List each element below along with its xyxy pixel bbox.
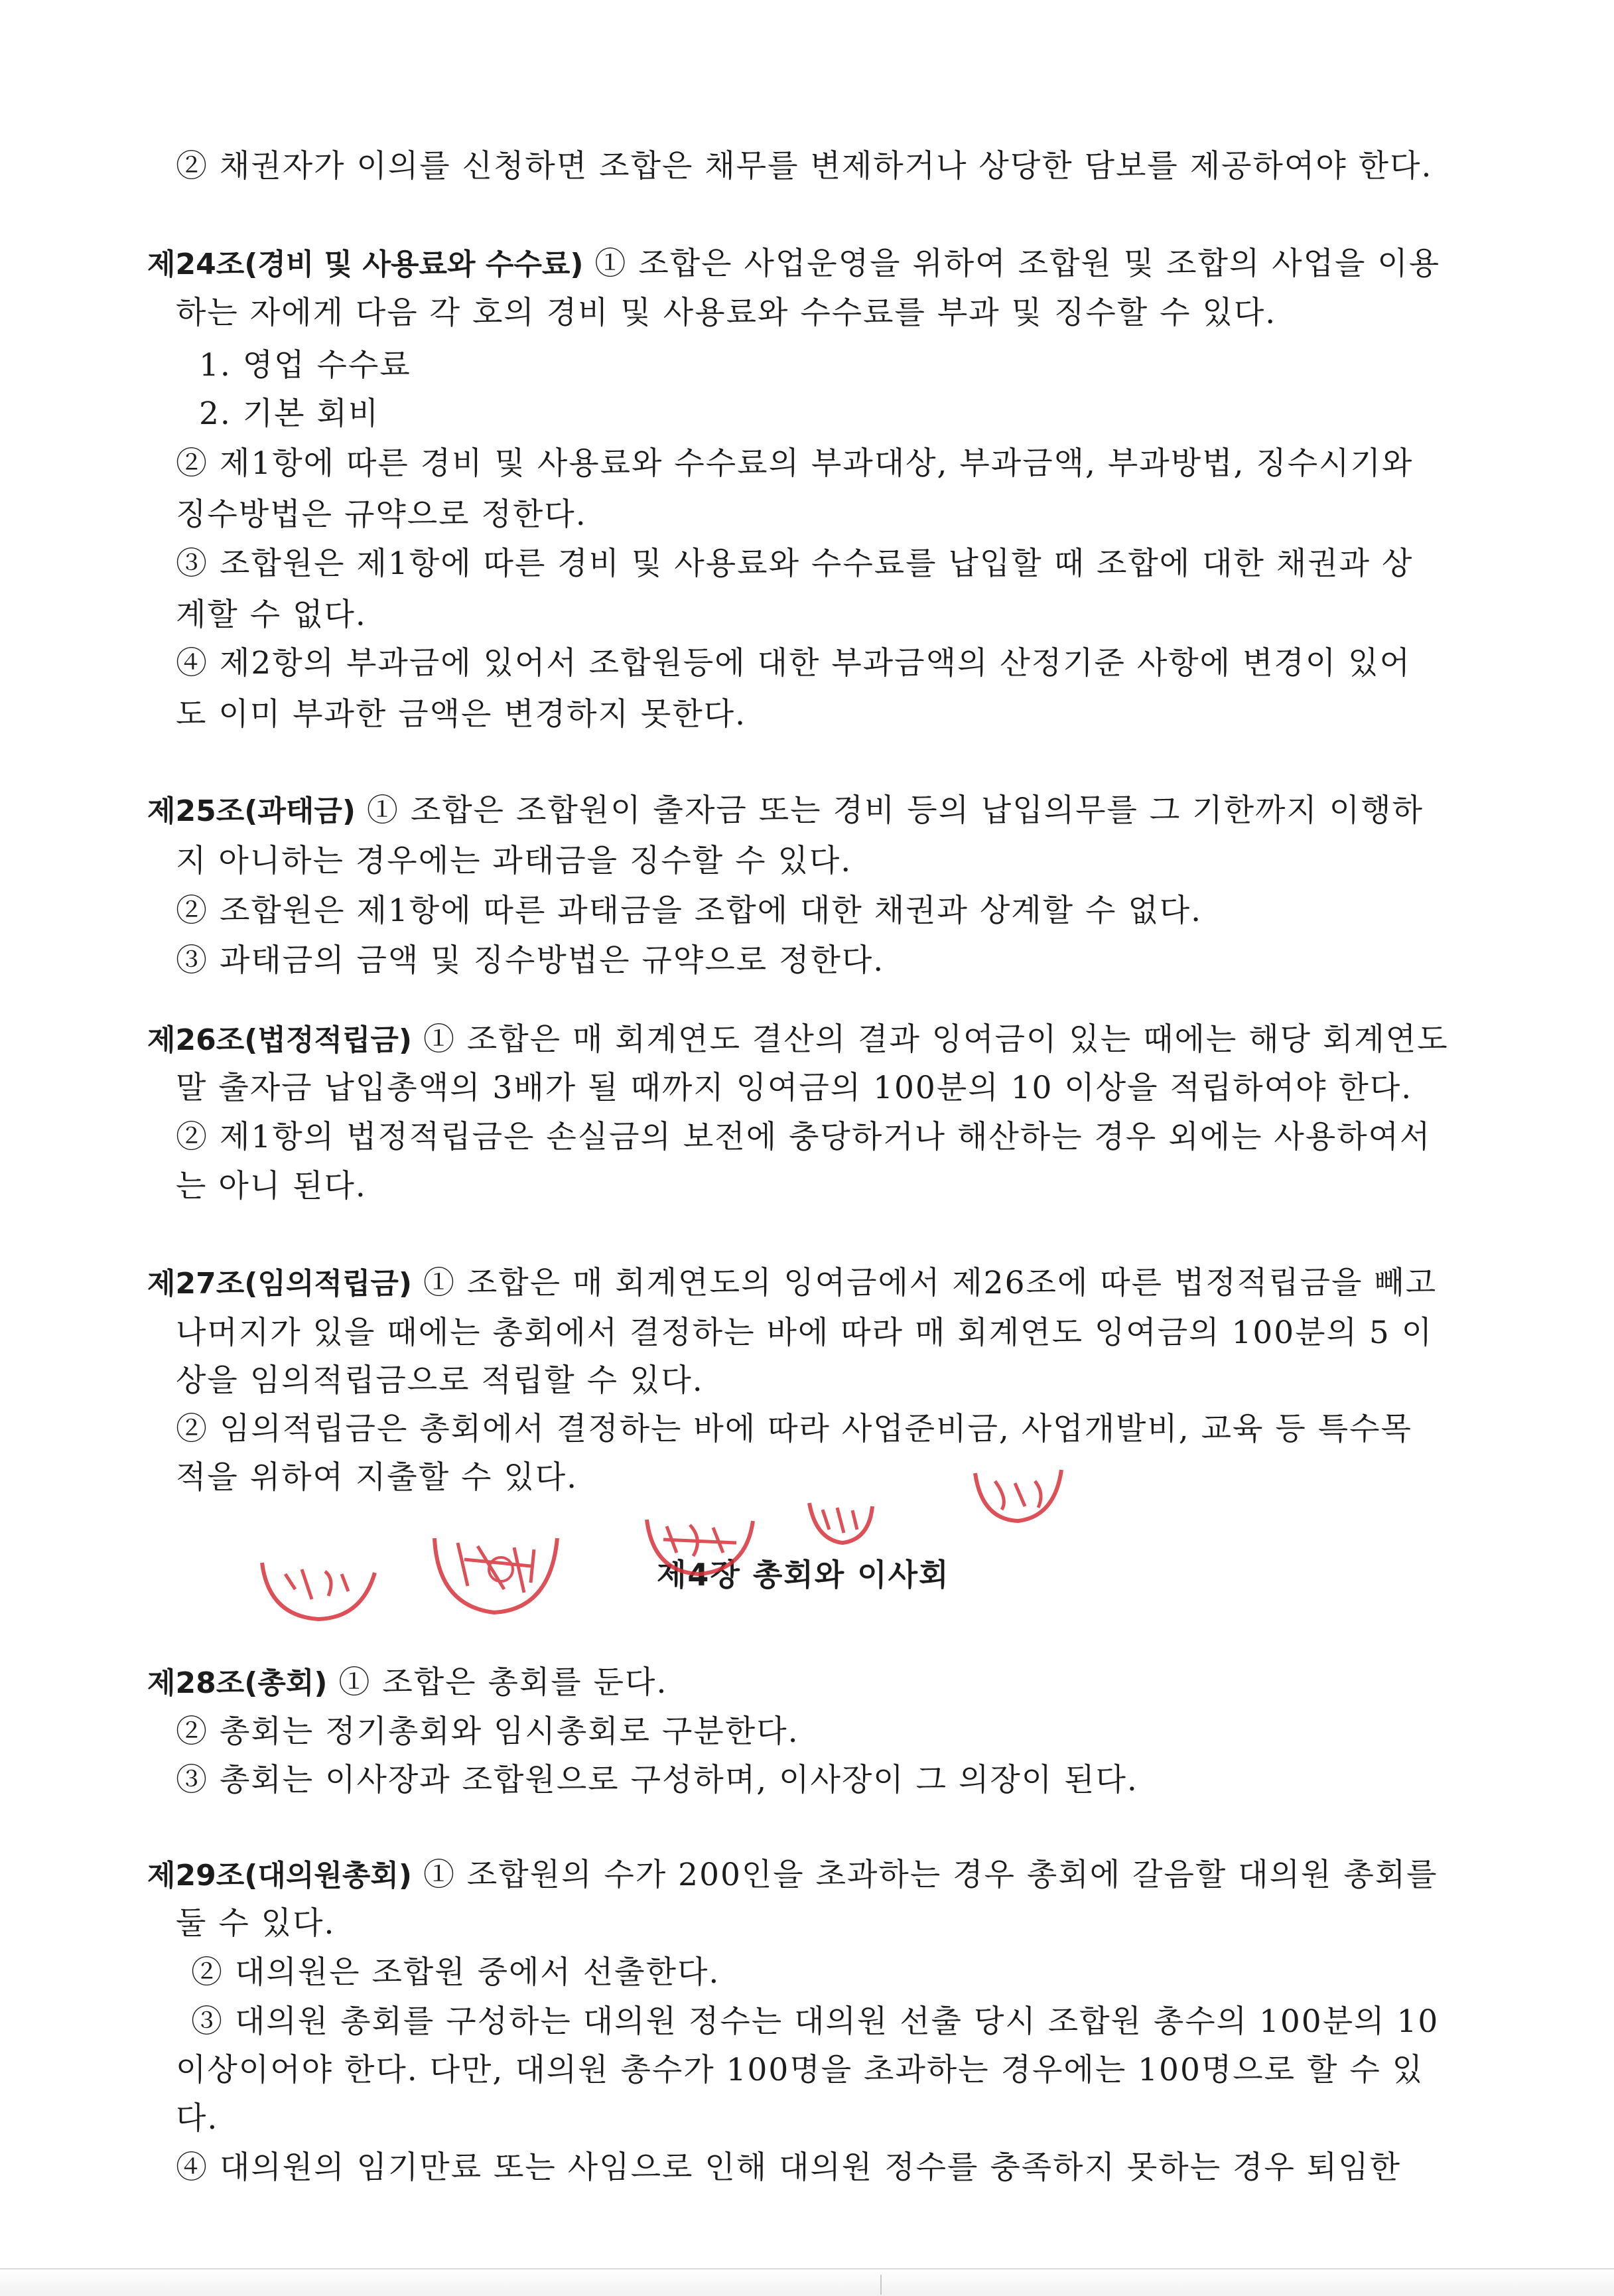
seal-stamp-1 xyxy=(262,1563,375,1619)
text-line: ① 조합은 매 회계연도 결산의 결과 잉여금이 있는 때에는 해당 회계연도 xyxy=(423,1021,1449,1058)
text-line: 이상이어야 한다. 다만, 대의원 총수가 100명을 초과하는 경우에는 100명으로 할 수 있 xyxy=(176,2052,1424,2088)
scan-edge xyxy=(0,2268,1614,2296)
text-line: 징수방법은 규약으로 정한다. xyxy=(176,496,587,533)
chapter-title: 제4장 총회와 이사회 xyxy=(657,1557,950,1593)
article-heading: 제28조(총회) xyxy=(147,1666,328,1700)
list-item: 2. 기본 회비 xyxy=(199,395,380,432)
text-line: ① 조합원의 수가 200인을 초과하는 경우 총회에 갈음할 대의원 총회를 xyxy=(423,1857,1438,1893)
text-line: ② 조합원은 제1항에 따른 과태금을 조합에 대한 채권과 상계할 수 없다. xyxy=(176,893,1203,929)
seal-stamp-4 xyxy=(809,1503,872,1543)
text-line: ② 제1항에 따른 경비 및 사용료와 수수료의 부과대상, 부과금액, 부과방법, 징수시기와 xyxy=(176,445,1414,482)
text-line: ③ 과태금의 금액 및 징수방법은 규약으로 정한다. xyxy=(176,942,885,979)
text-line: ③ 조합원은 제1항에 따른 경비 및 사용료와 수수료를 납입할 때 조합에 대한 채권과 상 xyxy=(176,545,1414,582)
text-line: 둘 수 있다. xyxy=(176,1905,336,1942)
seal-stamp-5 xyxy=(975,1470,1061,1521)
article-29 xyxy=(147,1855,1438,1896)
article-heading: 제26조(법정적립금) xyxy=(147,1023,412,1057)
article-25 xyxy=(147,791,1424,831)
text-line: ② 임의적립금은 총회에서 결정하는 바에 따라 사업준비금, 사업개발비, 교육 등 특수목 xyxy=(176,1411,1412,1447)
text-line: ② 대의원은 조합원 중에서 선출한다. xyxy=(191,1954,720,1991)
text-line: ① 조합은 총회를 둔다. xyxy=(338,1664,668,1701)
text-line: 지 아니하는 경우에는 과태금을 징수할 수 있다. xyxy=(176,843,852,879)
list-item: 1. 영업 수수료 xyxy=(199,347,411,384)
text-line: 적을 위하여 지출할 수 있다. xyxy=(176,1459,578,1496)
text-line: 하는 자에게 다음 각 호의 경비 및 사용료와 수수료를 부과 및 징수할 수 있다. xyxy=(176,295,1277,331)
text-line: 다. xyxy=(176,2100,219,2137)
article-heading: 제25조(과태금) xyxy=(147,794,356,828)
article-27 xyxy=(147,1263,1437,1304)
text-line: 계할 수 없다. xyxy=(176,597,367,633)
text-line: ④ 대의원의 임기만료 또는 사임으로 인해 대의원 정수를 충족하지 못하는 경우 퇴임한 xyxy=(176,2149,1402,2186)
text-line: ③ 대의원 총회를 구성하는 대의원 정수는 대의원 선출 당시 조합원 총수의 100분의 10 xyxy=(191,2003,1440,2040)
text-line: 도 이미 부과한 금액은 변경하지 못한다. xyxy=(176,696,747,733)
text-line: 상을 임의적립금으로 적립할 수 있다. xyxy=(176,1362,704,1399)
text-line: ① 조합은 사업운영을 위하여 조합원 및 조합의 사업을 이용 xyxy=(594,246,1441,282)
scan-edge-mark xyxy=(880,2275,882,2295)
article-26 xyxy=(147,1020,1449,1060)
text-line: ② 채권자가 이의를 신청하면 조합은 채무를 변제하거나 상당한 담보를 제공하여야 한다. xyxy=(176,148,1433,184)
article-heading: 제29조(대의원총회) xyxy=(147,1859,412,1893)
article-heading: 제24조(경비 및 사용료와 수수료) xyxy=(147,248,584,281)
text-line: 말 출자금 납입총액의 3배가 될 때까지 잉여금의 100분의 10 이상을 적립하여야 한다. xyxy=(176,1070,1413,1106)
text-line: ① 조합은 매 회계연도의 잉여금에서 제26조에 따른 법정적립금을 빼고 xyxy=(423,1265,1438,1301)
text-line: ④ 제2항의 부과금에 있어서 조합원등에 대한 부과금액의 산정기준 사항에 변경이 있어 xyxy=(176,645,1411,682)
article-24 xyxy=(147,244,1440,285)
text-line: ② 제1항의 법정적립금은 손실금의 보전에 충당하거나 해산하는 경우 외에는 사용하여서 xyxy=(176,1119,1432,1155)
article-28 xyxy=(147,1663,667,1703)
text-line: ③ 총회는 이사장과 조합원으로 구성하며, 이사장이 그 의장이 된다. xyxy=(176,1762,1138,1798)
text-line: ① 조합은 조합원이 출자금 또는 경비 등의 납입의무를 그 기한까지 이행하 xyxy=(366,792,1424,829)
text-line: ② 총회는 정기총회와 임시총회로 구분한다. xyxy=(176,1713,799,1750)
text-line: 나머지가 있을 때에는 총회에서 결정하는 바에 따라 매 회계연도 잉여금의 100분의 5 이 xyxy=(176,1315,1434,1351)
text-line: 는 아니 된다. xyxy=(176,1168,367,1204)
article-heading: 제27조(임의적립금) xyxy=(147,1267,412,1301)
seal-stamp-2 xyxy=(435,1538,557,1613)
